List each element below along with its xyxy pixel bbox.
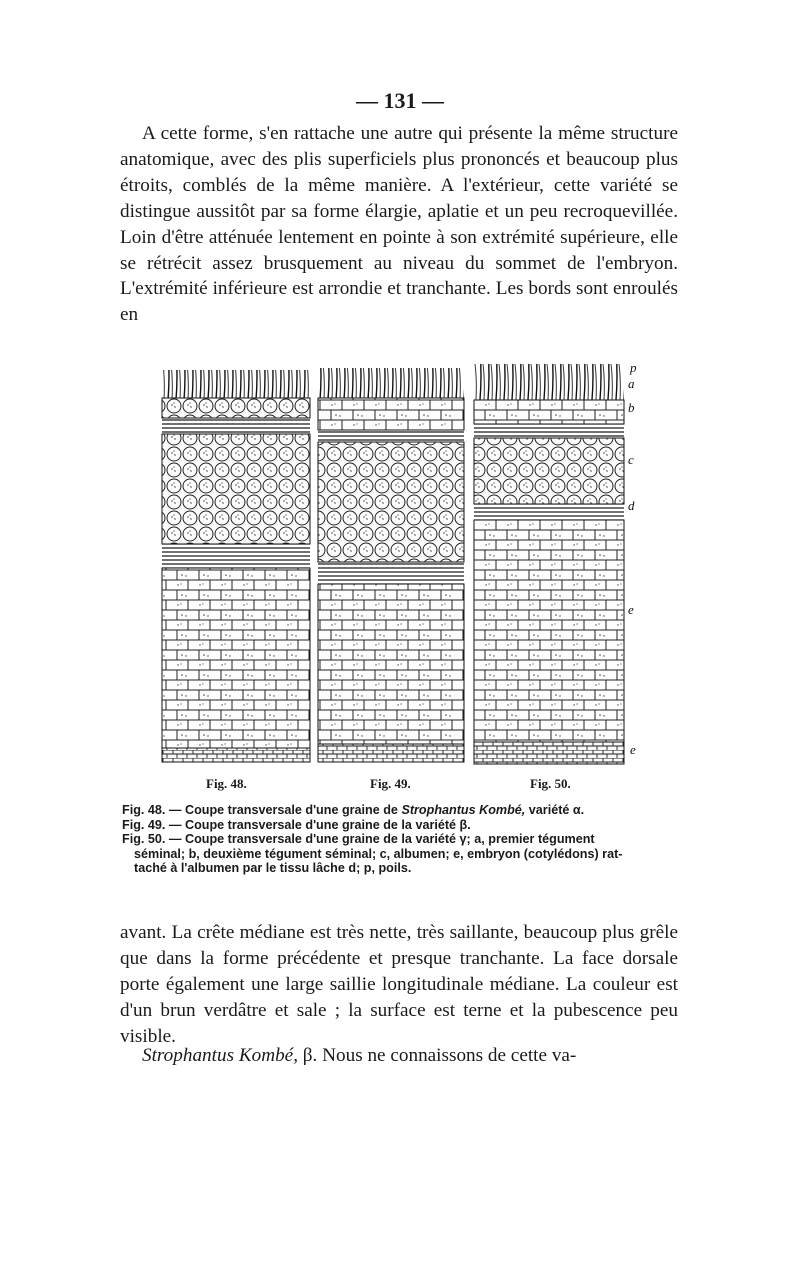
fig50-label: Fig. 50. bbox=[530, 776, 571, 791]
fig49-label: Fig. 49. bbox=[370, 776, 411, 791]
fig50-section bbox=[474, 364, 624, 764]
caption-fig50-line2: séminal; b, deuxième tégument séminal; c, albumen; e, embryon (cotylédons) rat- bbox=[134, 846, 623, 861]
fig48-section bbox=[162, 370, 310, 762]
letter-b: b bbox=[628, 400, 635, 415]
species-name: Strophantus Kombé, bbox=[142, 1045, 298, 1066]
anatomical-figure bbox=[150, 350, 680, 780]
fig48-label: Fig. 48. bbox=[206, 776, 247, 791]
paragraph-bottom: avant. La crête médiane est très nette, très saillante, beaucoup plus grêle que dans la forme précédente et presque tranchante. La face dorsale porte également une large saillie longitudinale médiane. La couleur est d'un brun verdâtre et sale ; la surface est terne et la pubescence peu visible. bbox=[120, 922, 678, 1047]
caption-fig49: Fig. 49. — Coupe transversale d'une graine de la variété β. bbox=[122, 817, 471, 832]
fig49-section bbox=[318, 368, 464, 762]
letter-c: c bbox=[628, 452, 634, 467]
paragraph-top: A cette forme, s'en rattache une autre qui présente la même structure anatomique, avec des plis superficiels plus prononcés et beaucoup plus étroits, comblés de la même manière. A l'extérieur, cette variété se distingue aussitôt par sa forme élargie, aplatie et un peu recroquevillée. Loin d'être atténuée lentement en pointe à son extrémité supérieure, elle se rétrécit assez brusquement au niveau du sommet de l'embryon. L'extrémité inférieure est arrondie et tranchante. Les bords sont enroulés en bbox=[120, 123, 678, 326]
page-number: — 131 — bbox=[356, 88, 444, 113]
caption-fig50-line1: Fig. 50. — Coupe transversale d'une graine de la variété γ; a, premier tégument bbox=[122, 832, 595, 847]
caption-fig48: Fig. 48. — Coupe transversale d'une graine de Strophantus Kombé, variété α. bbox=[122, 803, 585, 817]
letter-d: d bbox=[628, 498, 635, 513]
letter-a: a bbox=[628, 376, 635, 391]
paragraph-last-text: β. Nous ne connaissons de cette va- bbox=[298, 1045, 577, 1066]
caption-fig50-line3: taché à l'albumen par le tissu lâche d; p, poils. bbox=[134, 861, 412, 876]
letter-e-lower: e bbox=[630, 742, 636, 757]
letter-e-upper: e bbox=[628, 602, 634, 617]
letter-p: p bbox=[630, 360, 637, 375]
paragraph-last bbox=[120, 1043, 678, 1069]
figure-caption bbox=[122, 803, 670, 876]
